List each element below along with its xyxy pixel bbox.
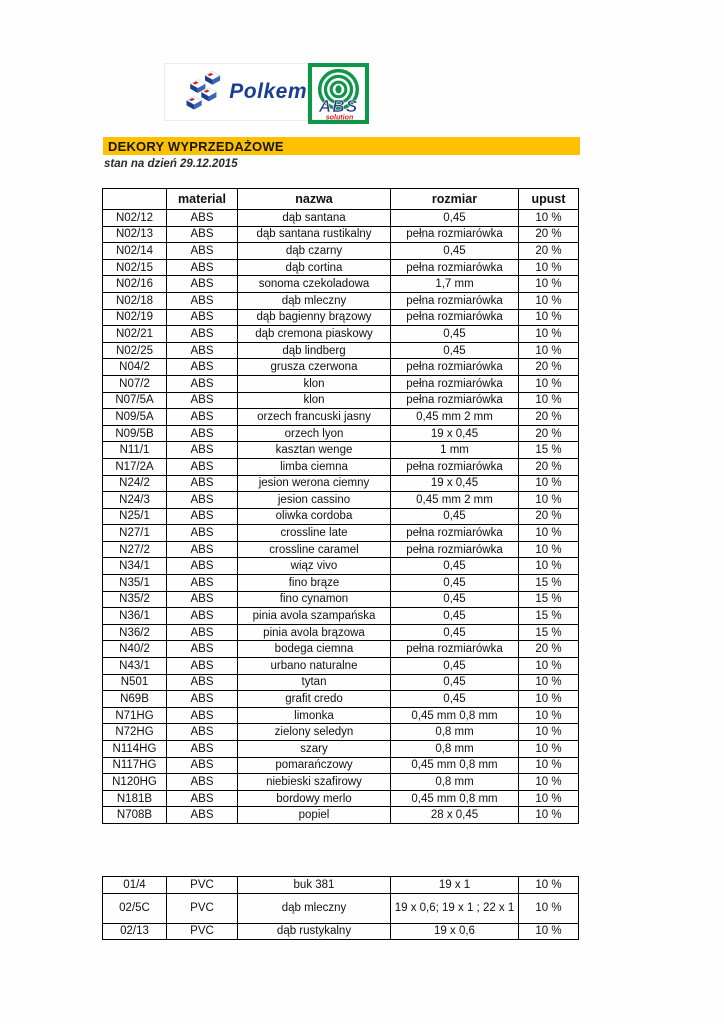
table-cell: 0,45 — [391, 210, 519, 227]
table-cell: 10 % — [519, 309, 579, 326]
table-cell: pełna rozmiarówka — [391, 392, 519, 409]
table-cell: ABS — [167, 342, 238, 359]
table-cell: 0,45 mm 0,8 mm — [391, 790, 519, 807]
table-cell: dąb mleczny — [238, 292, 391, 309]
table-cell: szary — [238, 741, 391, 758]
table-cell: 19 x 0,6 — [391, 923, 519, 940]
table-cell: N04/2 — [103, 359, 167, 376]
table-cell: ABS — [167, 326, 238, 343]
table-cell: ABS — [167, 575, 238, 592]
table-row — [103, 525, 579, 542]
table-cell: wiąz vivo — [238, 558, 391, 575]
table-cell: 10 % — [519, 541, 579, 558]
table-cell: ABS — [167, 243, 238, 260]
table-cell: 10 % — [519, 774, 579, 791]
table-cell: N02/12 — [103, 210, 167, 227]
table-cell: ABS — [167, 475, 238, 492]
table-cell: pełna rozmiarówka — [391, 541, 519, 558]
table-cell: 10 % — [519, 691, 579, 708]
table-cell: buk 381 — [238, 877, 391, 894]
table-cell: 0,45 — [391, 591, 519, 608]
polkem-cubes-icon — [181, 69, 225, 116]
table-cell: N36/2 — [103, 624, 167, 641]
table-cell: 0,45 — [391, 575, 519, 592]
table-cell: N27/1 — [103, 525, 167, 542]
table-row — [103, 475, 579, 492]
table-row — [103, 309, 579, 326]
table-row — [103, 877, 579, 894]
table-cell: 20 % — [519, 359, 579, 376]
table-row — [103, 807, 579, 824]
table-cell: dąb lindberg — [238, 342, 391, 359]
table-row — [103, 591, 579, 608]
table-cell: fino cynamon — [238, 591, 391, 608]
table-cell: ABS — [167, 558, 238, 575]
table-cell: 10 % — [519, 375, 579, 392]
table-cell: 0,45 — [391, 608, 519, 625]
table-cell: 0,8 mm — [391, 741, 519, 758]
table-cell: N117HG — [103, 757, 167, 774]
table-cell: N35/2 — [103, 591, 167, 608]
table-cell: 01/4 — [103, 877, 167, 894]
table-cell: bodega ciemna — [238, 641, 391, 658]
table-cell: N17/2A — [103, 458, 167, 475]
table-cell: ABS — [167, 375, 238, 392]
table-row — [103, 226, 579, 243]
table-cell: 10 % — [519, 741, 579, 758]
abs-wordmark: ABS — [318, 95, 359, 116]
table-cell: ABS — [167, 541, 238, 558]
table-row — [103, 292, 579, 309]
table-cell: 20 % — [519, 425, 579, 442]
table-cell: 20 % — [519, 409, 579, 426]
table-row — [103, 608, 579, 625]
table-cell: bordowy merlo — [238, 790, 391, 807]
table-cell: N501 — [103, 674, 167, 691]
table-cell: 0,45 mm 0,8 mm — [391, 707, 519, 724]
table-cell: kasztan wenge — [238, 442, 391, 459]
table-cell: 10 % — [519, 475, 579, 492]
abs-solution-label: solution — [325, 113, 354, 122]
table-cell: PVC — [167, 877, 238, 894]
table-row — [103, 259, 579, 276]
abs-decors-table — [102, 188, 579, 824]
table-cell: 0,45 — [391, 243, 519, 260]
page-title: DEKORY WYPRZEDAŻOWE — [108, 138, 284, 154]
table-cell: 10 % — [519, 210, 579, 227]
table-cell: fino brąze — [238, 575, 391, 592]
table-cell: 0,8 mm — [391, 724, 519, 741]
table-cell: ABS — [167, 276, 238, 293]
table-row — [103, 541, 579, 558]
table-cell: pomarańczowy — [238, 757, 391, 774]
table-cell: pełna rozmiarówka — [391, 226, 519, 243]
table-row — [103, 658, 579, 675]
table-cell: ABS — [167, 591, 238, 608]
table-cell: urbano naturalne — [238, 658, 391, 675]
table-cell: 0,45 mm 2 mm — [391, 409, 519, 426]
table-cell: orzech francuski jasny — [238, 409, 391, 426]
table-cell: N24/3 — [103, 492, 167, 509]
table-cell: ABS — [167, 774, 238, 791]
table-row — [103, 409, 579, 426]
table-cell: pinia avola brązowa — [238, 624, 391, 641]
table-cell: 20 % — [519, 458, 579, 475]
table-cell: ABS — [167, 409, 238, 426]
table-cell: ABS — [167, 525, 238, 542]
table-cell: 10 % — [519, 807, 579, 824]
table-cell: 10 % — [519, 558, 579, 575]
table-cell: ABS — [167, 226, 238, 243]
table-cell: pełna rozmiarówka — [391, 641, 519, 658]
table-cell: 15 % — [519, 624, 579, 641]
table-cell: 15 % — [519, 442, 579, 459]
polkem-wordmark: Polkem — [229, 80, 307, 103]
table-cell: 1,7 mm — [391, 276, 519, 293]
table-cell: crossline caramel — [238, 541, 391, 558]
table-cell: zielony seledyn — [238, 724, 391, 741]
column-header: upust — [519, 189, 579, 210]
table-cell: ABS — [167, 259, 238, 276]
table-cell: ABS — [167, 674, 238, 691]
column-header: material — [167, 189, 238, 210]
table-cell: limba ciemna — [238, 458, 391, 475]
table-row — [103, 558, 579, 575]
table-cell: ABS — [167, 359, 238, 376]
pvc-decors-table — [102, 876, 579, 940]
table-cell: N43/1 — [103, 658, 167, 675]
table-cell: 19 x 0,45 — [391, 425, 519, 442]
table-cell: 10 % — [519, 790, 579, 807]
table-cell: jesion cassino — [238, 492, 391, 509]
table-cell: 19 x 0,6; 19 x 1 ; 22 x 1 — [391, 893, 519, 923]
table-cell: N02/21 — [103, 326, 167, 343]
table-cell: 10 % — [519, 492, 579, 509]
table-cell: ABS — [167, 757, 238, 774]
table-cell: ABS — [167, 508, 238, 525]
table-cell: N02/13 — [103, 226, 167, 243]
table-cell: 20 % — [519, 641, 579, 658]
table-cell: 10 % — [519, 877, 579, 894]
table-cell: 10 % — [519, 658, 579, 675]
table-cell: N25/1 — [103, 508, 167, 525]
table-cell: N114HG — [103, 741, 167, 758]
table-cell: ABS — [167, 442, 238, 459]
table-cell: 0,45 mm 2 mm — [391, 492, 519, 509]
column-header: rozmiar — [391, 189, 519, 210]
table-row — [103, 757, 579, 774]
table-cell: dąb rustykalny — [238, 923, 391, 940]
table-row — [103, 674, 579, 691]
table-row — [103, 375, 579, 392]
table-cell: 1 mm — [391, 442, 519, 459]
table-cell: 0,45 — [391, 691, 519, 708]
table-cell: grafit credo — [238, 691, 391, 708]
table-cell: N708B — [103, 807, 167, 824]
table-cell: ABS — [167, 658, 238, 675]
table-cell: pełna rozmiarówka — [391, 458, 519, 475]
table-cell: pełna rozmiarówka — [391, 525, 519, 542]
table-row — [103, 724, 579, 741]
page-title-bar — [103, 137, 580, 155]
table-cell: N11/1 — [103, 442, 167, 459]
table-row — [103, 923, 579, 940]
table-cell: 10 % — [519, 342, 579, 359]
table-cell: N40/2 — [103, 641, 167, 658]
table-cell: tytan — [238, 674, 391, 691]
table-cell: ABS — [167, 309, 238, 326]
table-cell: pełna rozmiarówka — [391, 292, 519, 309]
table-cell: sonoma czekoladowa — [238, 276, 391, 293]
table-cell: 15 % — [519, 575, 579, 592]
table-cell: N02/14 — [103, 243, 167, 260]
table-cell: orzech lyon — [238, 425, 391, 442]
table-cell: ABS — [167, 741, 238, 758]
table-cell: ABS — [167, 210, 238, 227]
table-cell: N120HG — [103, 774, 167, 791]
table-cell: 10 % — [519, 292, 579, 309]
table-cell: 10 % — [519, 276, 579, 293]
table-row — [103, 276, 579, 293]
table-cell: N27/2 — [103, 541, 167, 558]
column-header: nazwa — [238, 189, 391, 210]
table-cell: 0,45 — [391, 658, 519, 675]
table-cell: ABS — [167, 691, 238, 708]
table-cell: 10 % — [519, 392, 579, 409]
table-cell: ABS — [167, 724, 238, 741]
table-cell: pełna rozmiarówka — [391, 259, 519, 276]
table-cell: dąb bagienny brązowy — [238, 309, 391, 326]
table-row — [103, 359, 579, 376]
table-row — [103, 691, 579, 708]
table-cell: 0,45 — [391, 342, 519, 359]
table-cell: crossline late — [238, 525, 391, 542]
table-cell: niebieski szafirowy — [238, 774, 391, 791]
table-cell: ABS — [167, 624, 238, 641]
table-cell: N09/5A — [103, 409, 167, 426]
table-cell: 10 % — [519, 326, 579, 343]
table-cell: 0,8 mm — [391, 774, 519, 791]
table-row — [103, 210, 579, 227]
table-cell: PVC — [167, 893, 238, 923]
table-cell: N72HG — [103, 724, 167, 741]
table-row — [103, 774, 579, 791]
table-cell: pełna rozmiarówka — [391, 359, 519, 376]
table-row — [103, 392, 579, 409]
table-cell: 0,45 — [391, 508, 519, 525]
table-cell: 0,45 mm 0,8 mm — [391, 757, 519, 774]
table-cell: N02/16 — [103, 276, 167, 293]
table-cell: 15 % — [519, 591, 579, 608]
table-cell: N69B — [103, 691, 167, 708]
polkem-logo — [164, 63, 308, 121]
table-cell: ABS — [167, 707, 238, 724]
table-cell: klon — [238, 392, 391, 409]
table-cell: pełna rozmiarówka — [391, 309, 519, 326]
table-cell: 0,45 — [391, 326, 519, 343]
table-cell: popiel — [238, 807, 391, 824]
table-cell: N36/1 — [103, 608, 167, 625]
table-cell: pełna rozmiarówka — [391, 375, 519, 392]
table-cell: dąb santana rustikalny — [238, 226, 391, 243]
table-cell: 10 % — [519, 893, 579, 923]
table-cell: dąb mleczny — [238, 893, 391, 923]
table-cell: jesion werona ciemny — [238, 475, 391, 492]
table-cell: 0,45 — [391, 558, 519, 575]
table-cell: 0,45 — [391, 624, 519, 641]
table-row — [103, 790, 579, 807]
table-row — [103, 741, 579, 758]
table-cell: 10 % — [519, 757, 579, 774]
table-cell: ABS — [167, 458, 238, 475]
status-date-note: stan na dzień 29.12.2015 — [104, 158, 238, 170]
table-cell: PVC — [167, 923, 238, 940]
table-cell: 10 % — [519, 707, 579, 724]
column-header — [103, 189, 167, 210]
abs-solution-logo — [308, 63, 369, 124]
table-cell: 10 % — [519, 724, 579, 741]
table-cell: ABS — [167, 790, 238, 807]
table-cell: N07/5A — [103, 392, 167, 409]
table-cell: limonka — [238, 707, 391, 724]
table-cell: N02/18 — [103, 292, 167, 309]
table-cell: 02/5C — [103, 893, 167, 923]
table-cell: ABS — [167, 492, 238, 509]
table-row — [103, 326, 579, 343]
table-cell: ABS — [167, 641, 238, 658]
table-cell: ABS — [167, 392, 238, 409]
logo-strip — [164, 63, 369, 124]
table-cell: 20 % — [519, 243, 579, 260]
table-cell: N02/19 — [103, 309, 167, 326]
table-row — [103, 575, 579, 592]
table-cell: klon — [238, 375, 391, 392]
table-cell: dąb cortina — [238, 259, 391, 276]
table-row — [103, 508, 579, 525]
table-cell: N09/5B — [103, 425, 167, 442]
table-cell: 02/13 — [103, 923, 167, 940]
table-cell: ABS — [167, 608, 238, 625]
table-cell: N34/1 — [103, 558, 167, 575]
table-cell: 20 % — [519, 226, 579, 243]
table-cell: N02/15 — [103, 259, 167, 276]
table-row — [103, 707, 579, 724]
table-cell: oliwka cordoba — [238, 508, 391, 525]
table-row — [103, 641, 579, 658]
table-row — [103, 458, 579, 475]
table-cell: N35/1 — [103, 575, 167, 592]
table-cell: N71HG — [103, 707, 167, 724]
table-row — [103, 624, 579, 641]
table-cell: N24/2 — [103, 475, 167, 492]
table-cell: N02/25 — [103, 342, 167, 359]
table-cell: grusza czerwona — [238, 359, 391, 376]
table-cell: N181B — [103, 790, 167, 807]
table-row — [103, 243, 579, 260]
table-row — [103, 442, 579, 459]
header-row — [103, 189, 579, 210]
table-cell: 10 % — [519, 674, 579, 691]
table-cell: 10 % — [519, 525, 579, 542]
table-row — [103, 492, 579, 509]
table-cell: dąb santana — [238, 210, 391, 227]
table-row — [103, 893, 579, 923]
table-cell: 19 x 1 — [391, 877, 519, 894]
table-cell: 28 x 0,45 — [391, 807, 519, 824]
table-cell: ABS — [167, 807, 238, 824]
table-cell: 10 % — [519, 923, 579, 940]
table-cell: ABS — [167, 425, 238, 442]
table-cell: dąb cremona piaskowy — [238, 326, 391, 343]
table-cell: 20 % — [519, 508, 579, 525]
table-cell: 15 % — [519, 608, 579, 625]
table-cell: ABS — [167, 292, 238, 309]
table-row — [103, 342, 579, 359]
table-cell: 19 x 0,45 — [391, 475, 519, 492]
table-cell: N07/2 — [103, 375, 167, 392]
table-cell: 10 % — [519, 259, 579, 276]
table-cell: pinia avola szampańska — [238, 608, 391, 625]
table-row — [103, 425, 579, 442]
table-cell: dąb czarny — [238, 243, 391, 260]
table-cell: 0,45 — [391, 674, 519, 691]
